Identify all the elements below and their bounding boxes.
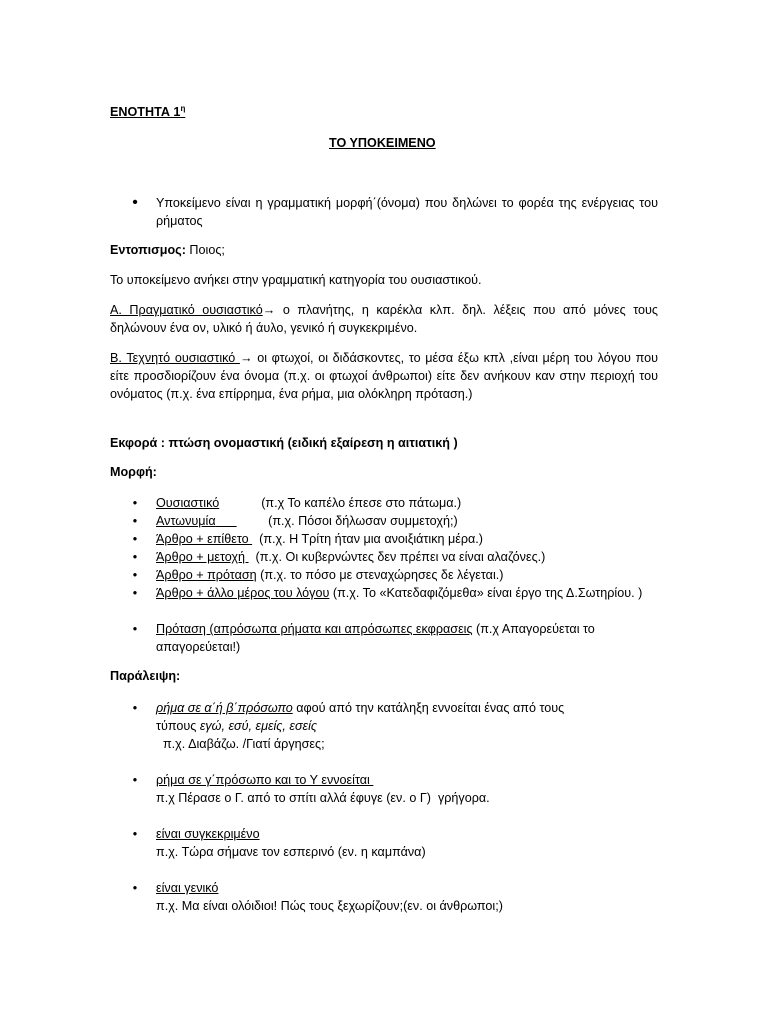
- morfi-heading: Μορφή:: [110, 465, 157, 479]
- bullet-icon: •: [132, 514, 138, 528]
- bullet-icon: •: [132, 622, 138, 636]
- list-item: Ουσιαστικό (π.χ Το καπέλο έπεσε στο πάτωμα.): [156, 496, 462, 510]
- example-text: π.χ. Μα είναι ολόιδιοι! Πώς τους ξεχωρίζουν;(εν. οι άνθρωποι;): [156, 899, 503, 913]
- list-item: Άρθρο + πρόταση (π.χ. το πόσο με στεναχώρησες δε λέγεται.): [156, 568, 504, 582]
- arrow-right-icon: →: [239, 351, 253, 365]
- list-item: είναι συγκεκριμένο: [156, 827, 260, 841]
- section-a: Α. Πραγματικό ουσιαστικό→ ο πλανήτης, η καρέκλα κλπ. δηλ. λέξεις που από μόνες τους δηλώνουν ένα ον, υλικό ή άυλο, γενικό ή συγκεκριμένο.: [110, 303, 658, 335]
- bullet-icon: •: [132, 701, 138, 715]
- bullet-icon: •: [132, 496, 138, 510]
- ekfora-line: Εκφορά : πτώση ονομαστική (ειδική εξαίρεση η αιτιατική ): [110, 436, 458, 450]
- bullet-icon: •: [132, 550, 138, 564]
- list-item: Άρθρο + επίθετο (π.χ. Η Τρίτη ήταν μια ανοιξιάτικη μέρα.): [156, 532, 484, 546]
- example-text: π.χ Πέρασε ο Γ. από το σπίτι αλλά έφυγε (εν. ο Γ) γρήγορα.: [156, 791, 490, 805]
- list-item: ρήμα σε α΄ή β΄πρόσωπο αφού από την κατάληξη εννοείται ένας από τους: [156, 701, 565, 715]
- bullet-icon: •: [132, 568, 138, 582]
- example-text: π.χ. Τώρα σήμανε τον εσπερινό (εν. η καμπάνα): [156, 845, 426, 859]
- list-item: είναι γενικό: [156, 881, 219, 895]
- list-item: Πρόταση (απρόσωπα ρήματα και απρόσωπες εκφρασεις (π.χ Απαγορεύεται το απαγορεύεται!): [156, 622, 595, 654]
- example-text: π.χ. Διαβάζω. /Γιατί άργησες;: [156, 737, 325, 751]
- bullet-icon: •: [132, 773, 138, 787]
- page-title: ΤΟ ΥΠΟΚΕΙΜΕΝΟ: [329, 136, 436, 150]
- paraleipsi-heading: Παράλειψη:: [110, 669, 181, 683]
- definition-text: Υποκείμενο είναι η γραμματική μορφή΄(όνομα) που δηλώνει το φορέα της ενέργειας του ρήματος: [156, 196, 658, 228]
- category-line: Το υποκείμενο ανήκει στην γραμματική κατηγορία του ουσιαστικού.: [110, 273, 482, 287]
- entopismos-line: Εντοπισμος: Ποιος;: [110, 243, 225, 257]
- list-item-continuation: τύπους εγώ, εσύ, εμείς, εσείς: [156, 719, 318, 733]
- bullet-icon: •: [132, 532, 138, 546]
- list-item: Αντωνυμία (π.χ. Πόσοι δήλωσαν συμμετοχή;): [156, 514, 458, 528]
- bullet-icon: •: [132, 881, 138, 895]
- unit-heading: ΕΝΟΤΗΤΑ $1^\eta$: [110, 103, 186, 119]
- list-item: ρήμα σε γ΄πρόσωπο και το Υ εννοείται: [156, 773, 374, 787]
- bullet-icon: •: [132, 586, 138, 600]
- section-b: Β. Τεχνητό ουσιαστικό → οι φτωχοί, οι διδάσκοντες, το μέσα έξω κπλ ,είναι μέρη του λόγου που είτε προσδιορίζουν ένα όνομα (π.χ. οι φτωχοί άνθρωποι) είτε δεν ανήκουν καν στην περιοχή του ονόματος (π.χ. ένα επίρρημα, ένα ρήμα, μια ολόκληρη πρόταση.): [110, 351, 658, 401]
- bullet-icon: •: [132, 194, 138, 211]
- arrow-right-icon: →: [262, 303, 276, 317]
- list-item: Άρθρο + μετοχή (π.χ. Οι κυβερνώντες δεν πρέπει να είναι αλαζόνες.): [156, 550, 546, 564]
- list-item: Άρθρο + άλλο μέρος του λόγου (π.χ. Το «Κατεδαφιζόμεθα» είναι έργο της Δ.Σωτηρίου. ): [156, 586, 643, 600]
- bullet-icon: •: [132, 827, 138, 841]
